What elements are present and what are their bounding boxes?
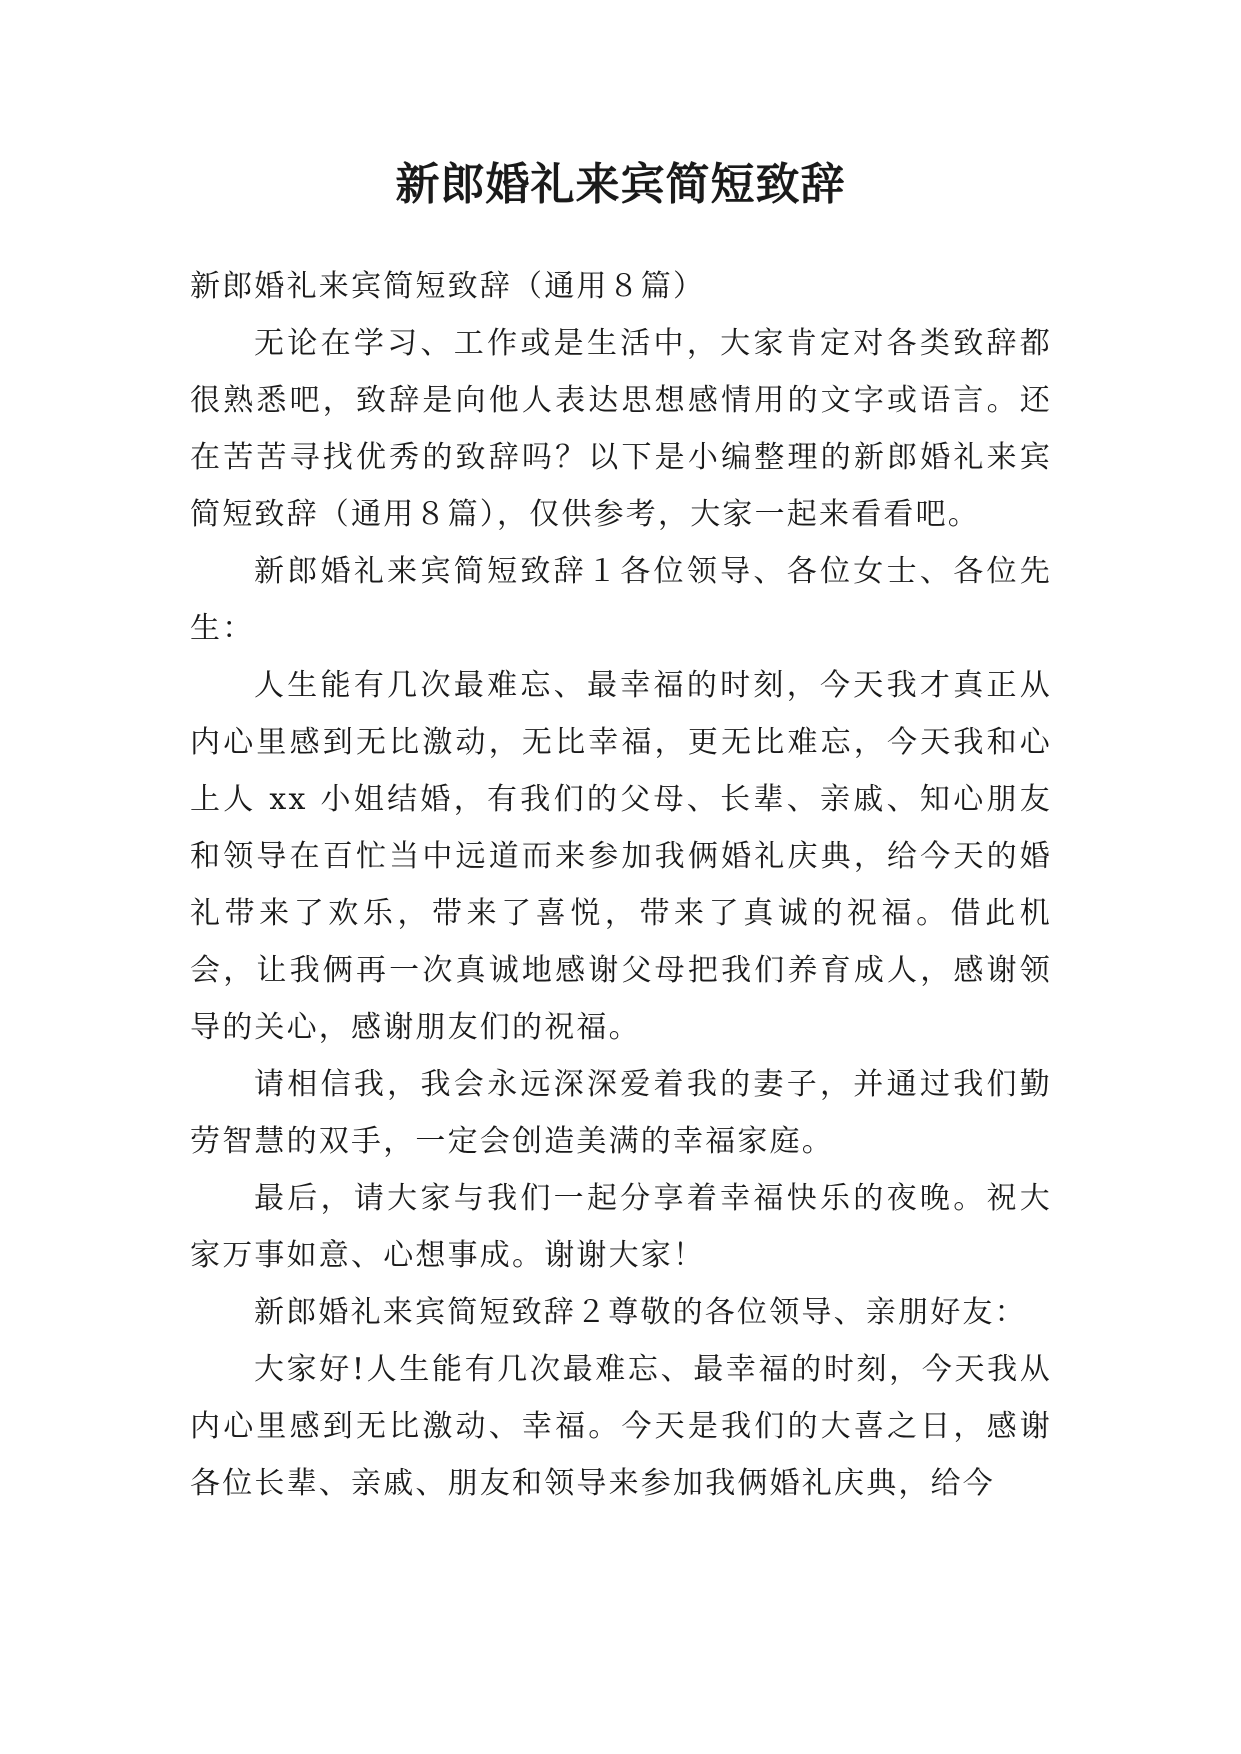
intro-paragraph: 无论在学习、工作或是生活中，大家肯定对各类致辞都很熟悉吧，致辞是向他人表达思想感情用的文字或语言。还在苦苦寻找优秀的致辞吗？以下是小编整理的新郎婚礼来宾简短致辞（通用８篇），仅供参考，大家一起来看看吧。 <box>190 326 1052 532</box>
speech-1-heading-paragraph: 新郎婚礼来宾简短致辞１各位领导、各位女士、各位先生： <box>190 554 1052 646</box>
speech-1-closing-paragraph: 最后，请大家与我们一起分享着幸福快乐的夜晚。祝大家万事如意、心想事成。谢谢大家！ <box>190 1181 1052 1273</box>
document-body <box>190 258 1052 1512</box>
page-title: 新郎婚礼来宾简短致辞 <box>395 159 846 210</box>
speech-2-body-paragraph: 大家好!人生能有几次最难忘、最幸福的时刻，今天我从内心里感到无比激动、幸福。今天是我们的大喜之日，感谢各位长辈、亲戚、朋友和领导来参加我俩婚礼庆典，给今 <box>190 1352 1052 1501</box>
speech-2-heading-paragraph: 新郎婚礼来宾简短致辞２尊敬的各位领导、亲朋好友： <box>254 1295 1027 1330</box>
speech-1-promise-paragraph: 请相信我，我会永远深深爱着我的妻子，并通过我们勤劳智慧的双手，一定会创造美满的幸福家庭。 <box>190 1067 1052 1159</box>
speech-1-body-paragraph: 人生能有几次最难忘、最幸福的时刻，今天我才真正从内心里感到无比激动，无比幸福，更无比难忘，今天我和心上人 xx 小姐结婚，有我们的父母、长辈、亲戚、知心朋友和领导在百忙当中远道而来参加我俩婚礼庆典，给今天的婚礼带来了欢乐，带来了喜悦，带来了真诚的祝福。借此机会，让我俩再一次真诚地感谢父母把我们养育成人，感谢领导的关心，感谢朋友们的祝福。 <box>190 668 1052 1045</box>
subtitle-paragraph: 新郎婚礼来宾简短致辞（通用８篇） <box>190 269 706 304</box>
